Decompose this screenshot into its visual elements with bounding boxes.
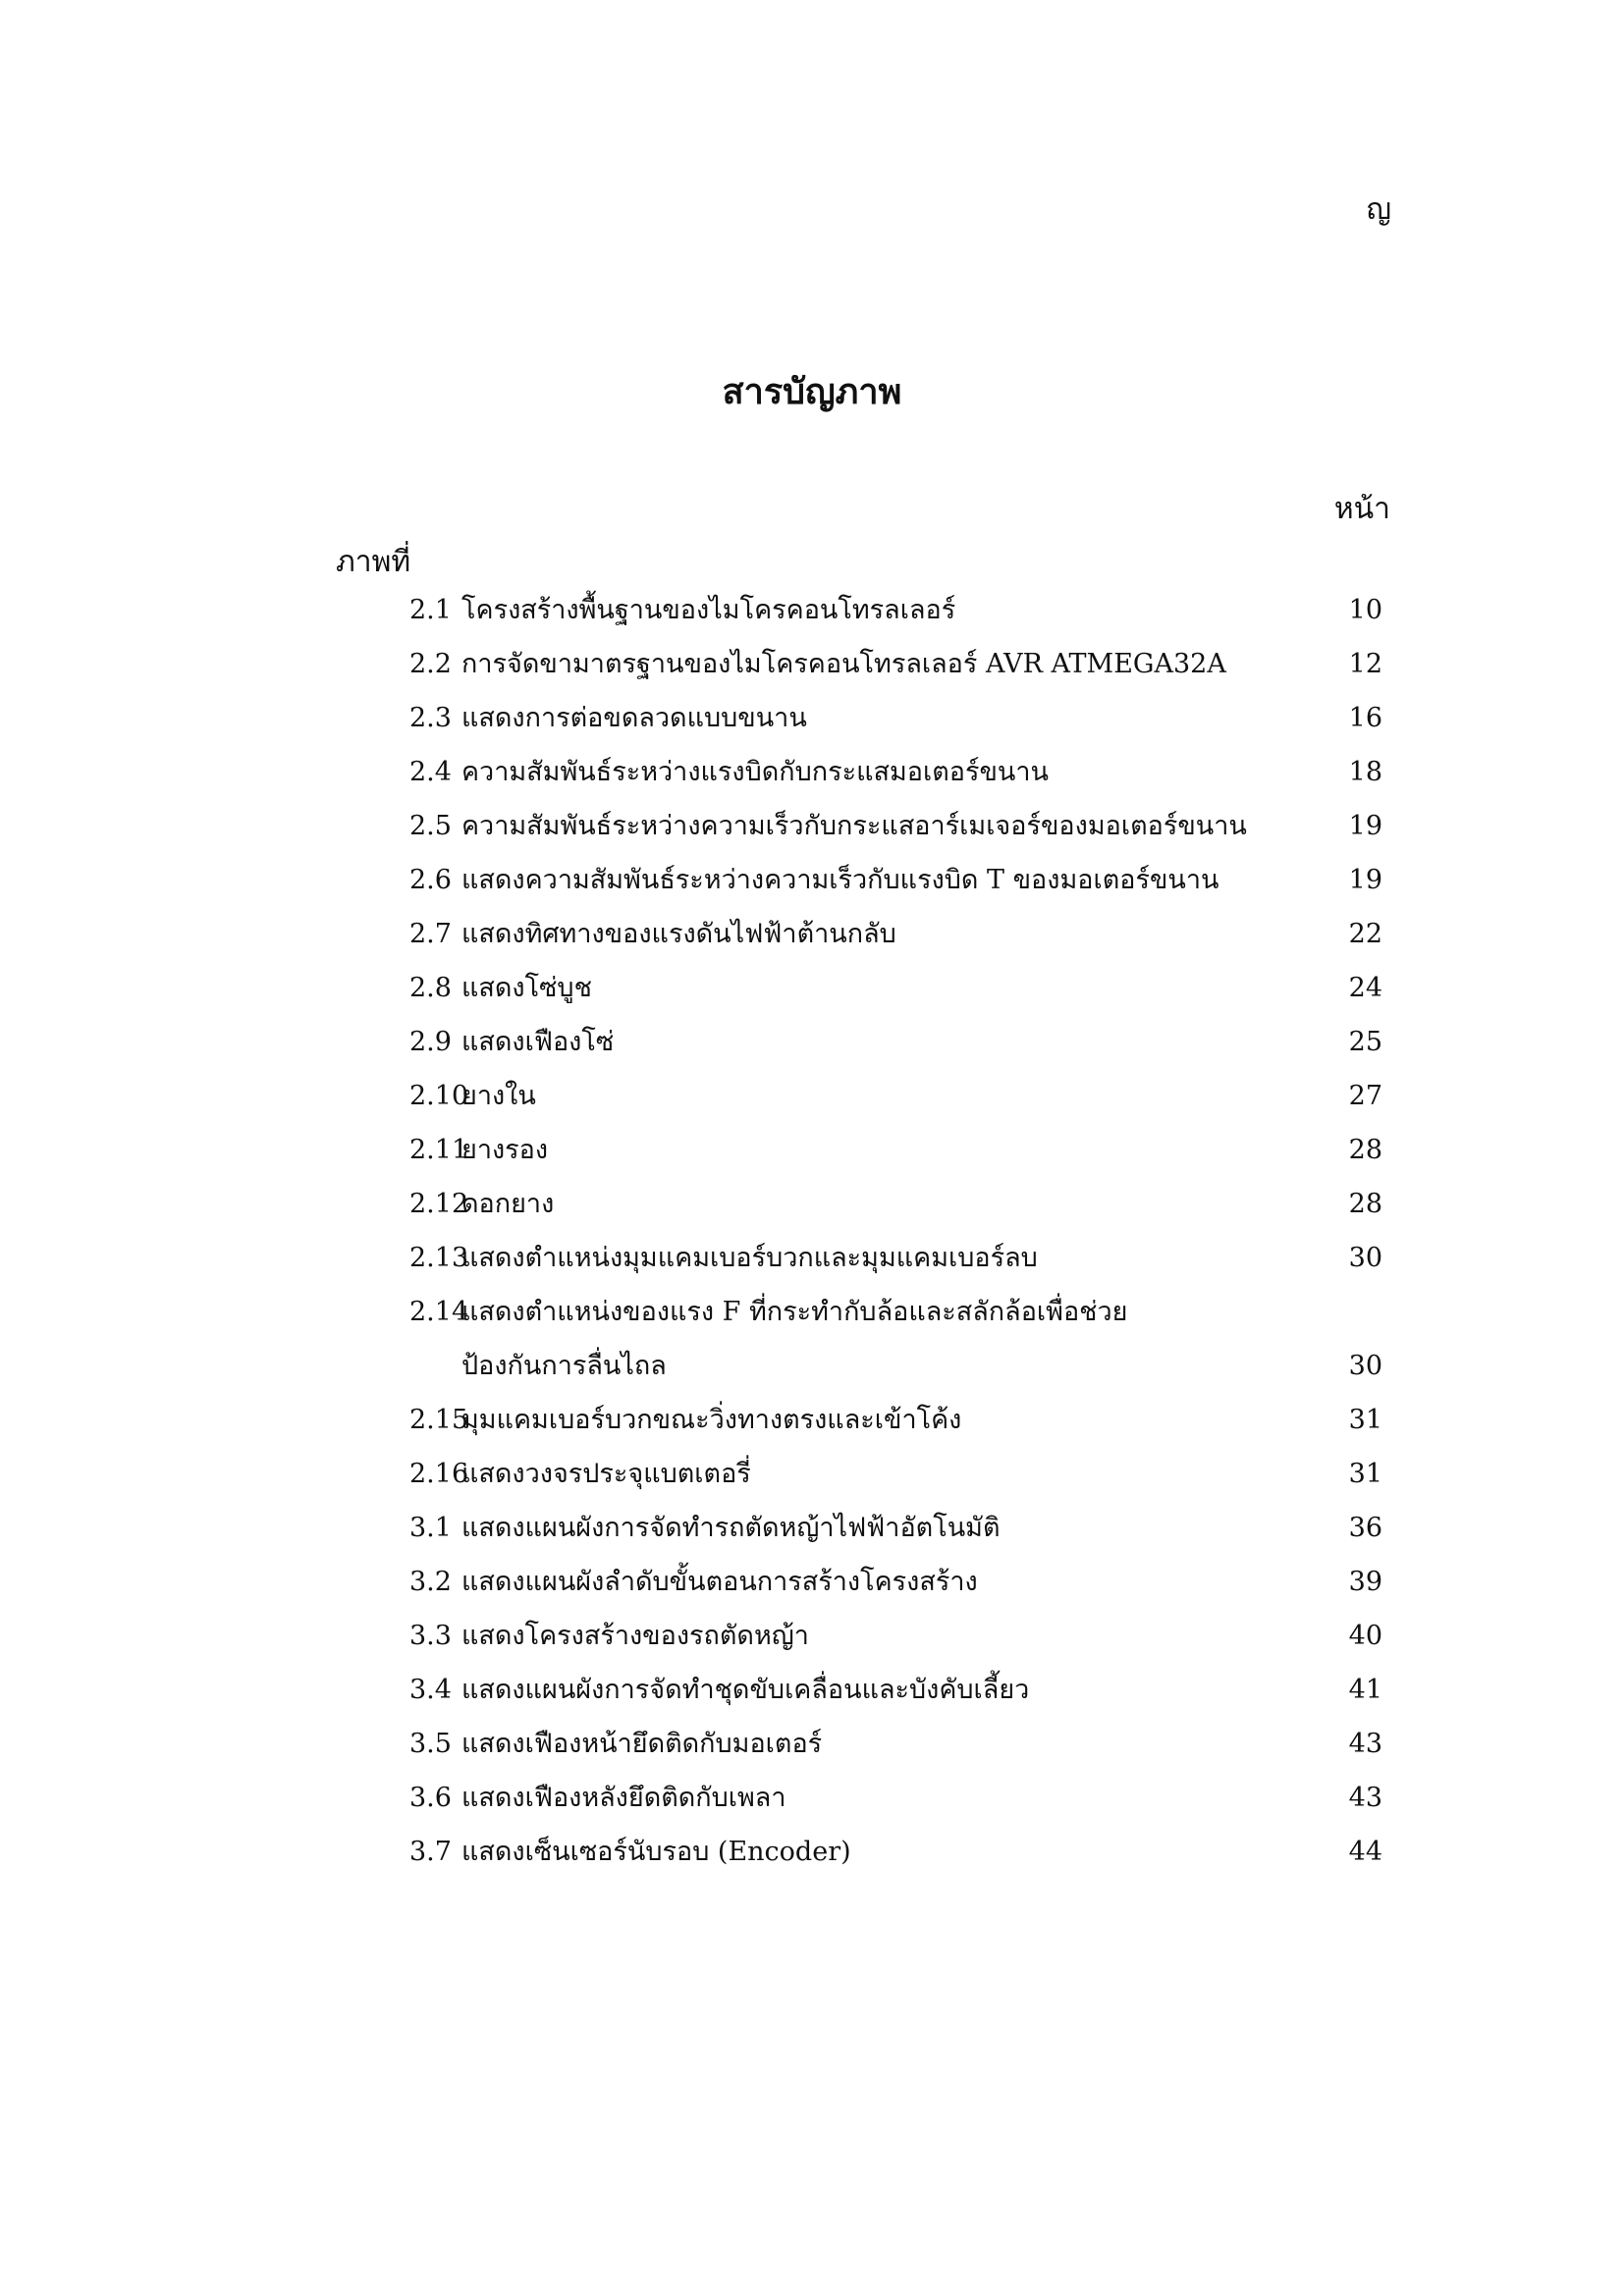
figure-title-line1: ยางใน xyxy=(461,1081,536,1111)
figure-title-line1: แสดงตำแหน่งมุมแคมเบอร์บวกและมุมแคมเบอร์ลบ xyxy=(461,1243,1038,1273)
figure-number: 2.11 xyxy=(409,1135,469,1165)
figure-title xyxy=(461,907,1345,961)
page-title: สารบัญภาพ xyxy=(722,371,902,412)
figure-title-line1: แสดงโครงสร้างของรถตัดหญ้า xyxy=(461,1621,809,1651)
figure-page-number: 24 xyxy=(1348,973,1382,1003)
list-item xyxy=(0,853,1624,907)
figure-title xyxy=(461,1285,1345,1393)
figure-page-number: 39 xyxy=(1348,1567,1382,1597)
list-item xyxy=(0,1285,1624,1393)
figure-page-number: 41 xyxy=(1348,1675,1382,1705)
page-number: ญ xyxy=(1366,192,1391,227)
figure-title-line1: การจัดขามาตรฐานของไมโครคอนโทรลเลอร์ AVR ATMEGA32A xyxy=(461,649,1226,679)
figure-number: 3.4 xyxy=(409,1675,452,1705)
figure-title-line1: แสดงการต่อขดลวดแบบขนาน xyxy=(461,703,807,733)
figure-title xyxy=(461,1825,1345,1879)
figure-title-line1: แสดงแผนผังการจัดทำรถตัดหญ้าไฟฟ้าอัตโนมัติ xyxy=(461,1513,1001,1543)
figure-number: 2.13 xyxy=(409,1243,469,1273)
figure-number: 2.16 xyxy=(409,1459,469,1489)
list-item xyxy=(0,1015,1624,1069)
figure-title-line1: แสดงโซ่บูช xyxy=(461,973,592,1003)
figure-title xyxy=(461,1177,1345,1231)
figure-title-line1: แสดงแผนผังลำดับขั้นตอนการสร้างโครงสร้าง xyxy=(461,1567,978,1597)
figure-number: 2.5 xyxy=(409,811,452,841)
figure-page-number: 30 xyxy=(1348,1243,1382,1273)
list-item xyxy=(0,1393,1624,1447)
figure-column-header: ภาพที่ xyxy=(336,545,411,579)
figure-title-line1: แสดงแผนผังการจัดทำชุดขับเคลื่อนและบังคับเลี้ยว xyxy=(461,1675,1030,1705)
figure-title xyxy=(461,583,1345,637)
figure-page-number: 12 xyxy=(1348,649,1382,679)
figure-page-number: 18 xyxy=(1348,757,1382,787)
figure-title xyxy=(461,1015,1345,1069)
list-item xyxy=(0,1069,1624,1123)
figure-number: 3.2 xyxy=(409,1567,452,1597)
list-item xyxy=(0,1609,1624,1663)
figure-page-number: 25 xyxy=(1348,1027,1382,1057)
figure-title xyxy=(461,637,1345,691)
list-item xyxy=(0,1825,1624,1879)
figure-title-line1: แสดงเฟืองหลังยึดติดกับเพลา xyxy=(461,1783,786,1813)
figure-title xyxy=(461,1609,1345,1663)
figure-title-line1: แสดงเฟืองโซ่ xyxy=(461,1027,615,1057)
figure-title-line1: แสดงความสัมพันธ์ระหว่างความเร็วกับแรงบิด T ของมอเตอร์ขนาน xyxy=(461,865,1219,895)
figure-title xyxy=(461,691,1345,745)
figure-title xyxy=(461,853,1345,907)
figure-list xyxy=(0,583,1624,1879)
figure-title xyxy=(461,1555,1345,1609)
figure-number: 2.8 xyxy=(409,973,452,1003)
list-item xyxy=(0,1555,1624,1609)
figure-number: 2.1 xyxy=(409,595,452,625)
figure-title-line1: ดอกยาง xyxy=(461,1189,555,1219)
figure-title xyxy=(461,745,1345,799)
figure-page-number: 44 xyxy=(1348,1837,1382,1867)
figure-number: 3.1 xyxy=(409,1513,452,1543)
list-item xyxy=(0,1501,1624,1555)
figure-number: 2.6 xyxy=(409,865,452,895)
figure-title-line1: แสดงตำแหน่งของแรง F ที่กระทำกับล้อและสลักล้อเพื่อช่วย xyxy=(461,1297,1128,1327)
list-item xyxy=(0,745,1624,799)
figure-title-line1: ยางรอง xyxy=(461,1135,549,1165)
figure-title-line1: แสดงเซ็นเซอร์นับรอบ (Encoder) xyxy=(461,1837,851,1867)
list-item xyxy=(0,1177,1624,1231)
figure-number: 3.3 xyxy=(409,1621,452,1651)
figure-title xyxy=(461,1447,1345,1501)
figure-title-line1: มุมแคมเบอร์บวกขณะวิ่งทางตรงและเข้าโค้ง xyxy=(461,1405,962,1435)
figure-page-number: 16 xyxy=(1348,703,1382,733)
figure-number: 2.15 xyxy=(409,1405,469,1435)
figure-number: 2.3 xyxy=(409,703,452,733)
figure-number: 3.6 xyxy=(409,1783,452,1813)
figure-page-number: 19 xyxy=(1348,865,1382,895)
list-item xyxy=(0,583,1624,637)
figure-page-number: 10 xyxy=(1348,595,1382,625)
list-item xyxy=(0,691,1624,745)
figure-title xyxy=(461,1123,1345,1177)
figure-title xyxy=(461,1393,1345,1447)
figure-page-number: 28 xyxy=(1348,1189,1382,1219)
figure-title xyxy=(461,1501,1345,1555)
figure-title xyxy=(461,1771,1345,1825)
figure-page-number: 36 xyxy=(1348,1513,1382,1543)
list-item xyxy=(0,799,1624,853)
figure-title-line1: ความสัมพันธ์ระหว่างแรงบิดกับกระแสมอเตอร์ขนาน xyxy=(461,757,1050,787)
figure-page-number: 43 xyxy=(1348,1729,1382,1759)
figure-page-number: 19 xyxy=(1348,811,1382,841)
figure-page-number: 28 xyxy=(1348,1135,1382,1165)
figure-page-number: 30 xyxy=(1348,1351,1382,1381)
figure-title-line1: แสดงเฟืองหน้ายึดติดกับมอเตอร์ xyxy=(461,1729,823,1759)
figure-title-line1: แสดงวงจรประจุแบตเตอรี่ xyxy=(461,1459,751,1489)
figure-number: 2.10 xyxy=(409,1081,469,1111)
figure-title xyxy=(461,799,1345,853)
figure-page-number: 40 xyxy=(1348,1621,1382,1651)
figure-number: 2.9 xyxy=(409,1027,452,1057)
list-item xyxy=(0,1663,1624,1717)
figure-page-number: 43 xyxy=(1348,1783,1382,1813)
list-item xyxy=(0,1447,1624,1501)
list-item xyxy=(0,961,1624,1015)
figure-number: 2.7 xyxy=(409,919,452,949)
list-item xyxy=(0,1123,1624,1177)
figure-number: 2.4 xyxy=(409,757,452,787)
figure-title xyxy=(461,1663,1345,1717)
figure-number: 2.2 xyxy=(409,649,452,679)
figure-title-line1: ความสัมพันธ์ระหว่างความเร็วกับกระแสอาร์เมเจอร์ของมอเตอร์ขนาน xyxy=(461,811,1247,841)
figure-number: 3.5 xyxy=(409,1729,452,1759)
figure-title-line1: แสดงทิศทางของแรงดันไฟฟ้าต้านกลับ xyxy=(461,919,896,949)
list-item xyxy=(0,1231,1624,1285)
figure-title-line2: ป้องกันการลื่นไถล xyxy=(461,1351,667,1381)
figure-number: 3.7 xyxy=(409,1837,452,1867)
figure-page-number: 31 xyxy=(1348,1405,1382,1435)
figure-title xyxy=(461,961,1345,1015)
list-item xyxy=(0,637,1624,691)
figure-page-number: 31 xyxy=(1348,1459,1382,1489)
page-column-header: หน้า xyxy=(1333,492,1390,526)
figure-title-line1: โครงสร้างพื้นฐานของไมโครคอนโทรลเลอร์ xyxy=(461,595,956,625)
figure-number: 2.12 xyxy=(409,1189,469,1219)
figure-title xyxy=(461,1069,1345,1123)
list-item xyxy=(0,1771,1624,1825)
figure-title xyxy=(461,1231,1345,1285)
figure-page-number: 22 xyxy=(1348,919,1382,949)
figure-title xyxy=(461,1717,1345,1771)
figure-number: 2.14 xyxy=(409,1297,469,1327)
list-item xyxy=(0,1717,1624,1771)
list-item xyxy=(0,907,1624,961)
figure-page-number: 27 xyxy=(1348,1081,1382,1111)
